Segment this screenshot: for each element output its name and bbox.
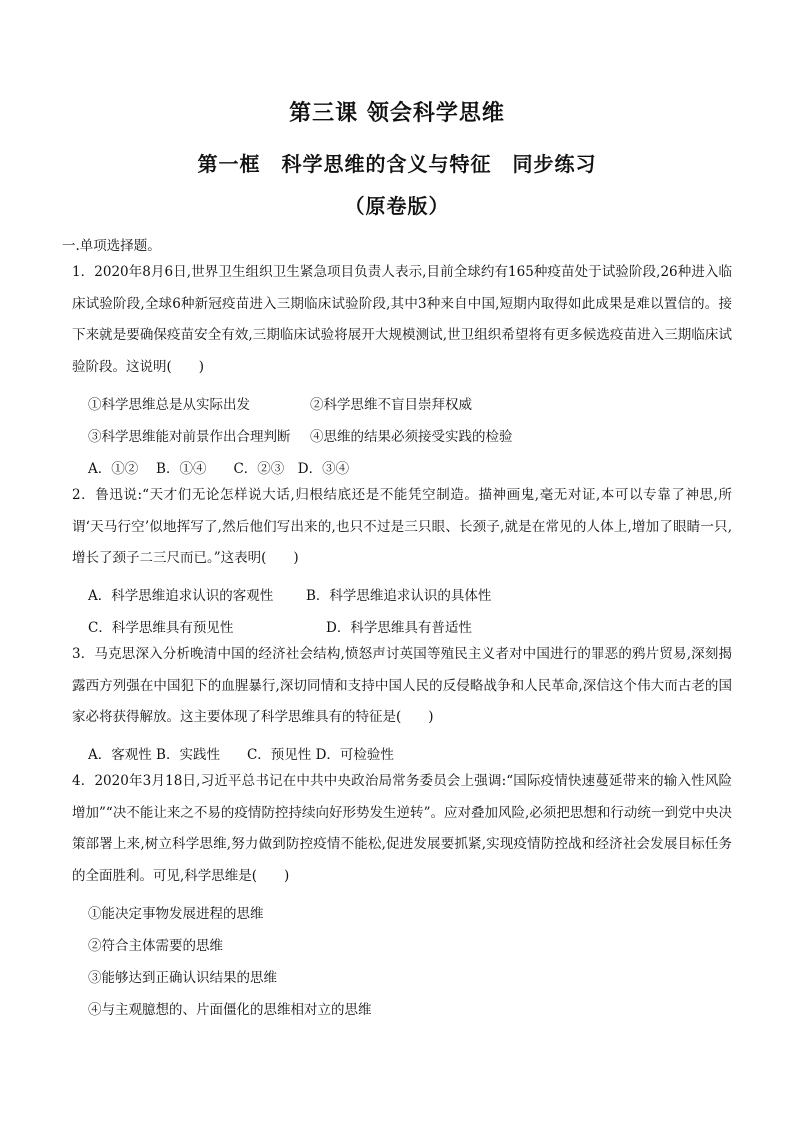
question-4-item-2: ②符合主体需要的思维	[88, 938, 223, 954]
question-1-item-4: ④思维的结果必须接受实践的检验	[310, 429, 513, 445]
question-1-item-1: ①科学思维总是从实际出发	[88, 397, 250, 413]
lesson-title: 第三课 领会科学思维	[289, 100, 505, 126]
question-1-item-3: ③科学思维能对前景作出合理判断	[88, 429, 291, 445]
question-2-stem: 2．鲁迅说:“天才们无论怎样说大话,归根结底还是不能凭空制造。描神画鬼,毫无对证,本可以专靠了神思,所谓‘天马行空’似地挥写了,然后他们写出来的,也只不过是三只眼、长颈子,就是在常见的人体上,增加了眼睛一只,增长了颈子二三尺而已。”这表明( )	[72, 487, 732, 566]
question-1-options: A．①② B．①④ C．②③ D．③④	[88, 461, 350, 477]
part-heading: 一.单项选择题。	[62, 238, 161, 254]
question-1-item-2: ②科学思维不盲目崇拜权威	[310, 397, 472, 413]
question-4-item-4: ④与主观臆想的、片面僵化的思维相对立的思维	[88, 1002, 372, 1018]
question-2-option-c: C．科学思维具有预见性	[88, 620, 234, 636]
question-4-item-3: ③能够达到正确认识结果的思维	[88, 970, 277, 986]
question-3-stem: 3．马克思深入分析晚清中国的经济社会结构,愤怒声讨英国等殖民主义者对中国进行的罪恶的鸦片贸易,深刻揭露西方列强在中国犯下的血腥暴行,深切同情和支持中国人民的反侵略战争和人民革命,深信这个伟大而古老的国家必将获得解放。这主要体现了科学思维具有的特征是( )	[72, 646, 732, 725]
question-2-option-a: A．科学思维追求认识的客观性	[88, 588, 274, 604]
question-3-options: A．客观性 B．实践性 C．预见性 D．可检验性	[88, 747, 394, 763]
question-4-item-1: ①能决定事物发展进程的思维	[88, 906, 264, 922]
question-2-option-d: D．科学思维具有普适性	[326, 620, 472, 636]
version-label: （原卷版）	[344, 194, 450, 218]
section-title: 第一框 科学思维的含义与特征 同步练习	[197, 152, 597, 176]
question-4-stem: 4．2020年3月18日,习近平总书记在中共中央政治局常务委员会上强调:“国际疫情快速蔓延带来的输入性风险增加”“决不能让来之不易的疫情防控持续向好形势发生逆转”。应对叠加风险,必须把思想和行动统一到党中央决策部署上来,树立科学思维,努力做到防控疫情不能松,促进发展要抓紧,实现疫情防控战和经济社会发展目标任务的全面胜利。可见,科学思维是( )	[72, 773, 732, 884]
question-2-option-b: B．科学思维追求认识的具体性	[306, 588, 492, 604]
question-1-stem: 1．2020年8月6日,世界卫生组织卫生紧急项目负责人表示,目前全球约有165种疫苗处于试验阶段,26种进入临床试验阶段,全球6种新冠疫苗进入三期临床试验阶段,其中3种来自中国,短期内取得如此成果是难以置信的。接下来就是要确保疫苗安全有效,三期临床试验将展开大规模测试,世卫组织希望将有更多候选疫苗进入三期临床试验阶段。这说明( )	[72, 264, 732, 375]
